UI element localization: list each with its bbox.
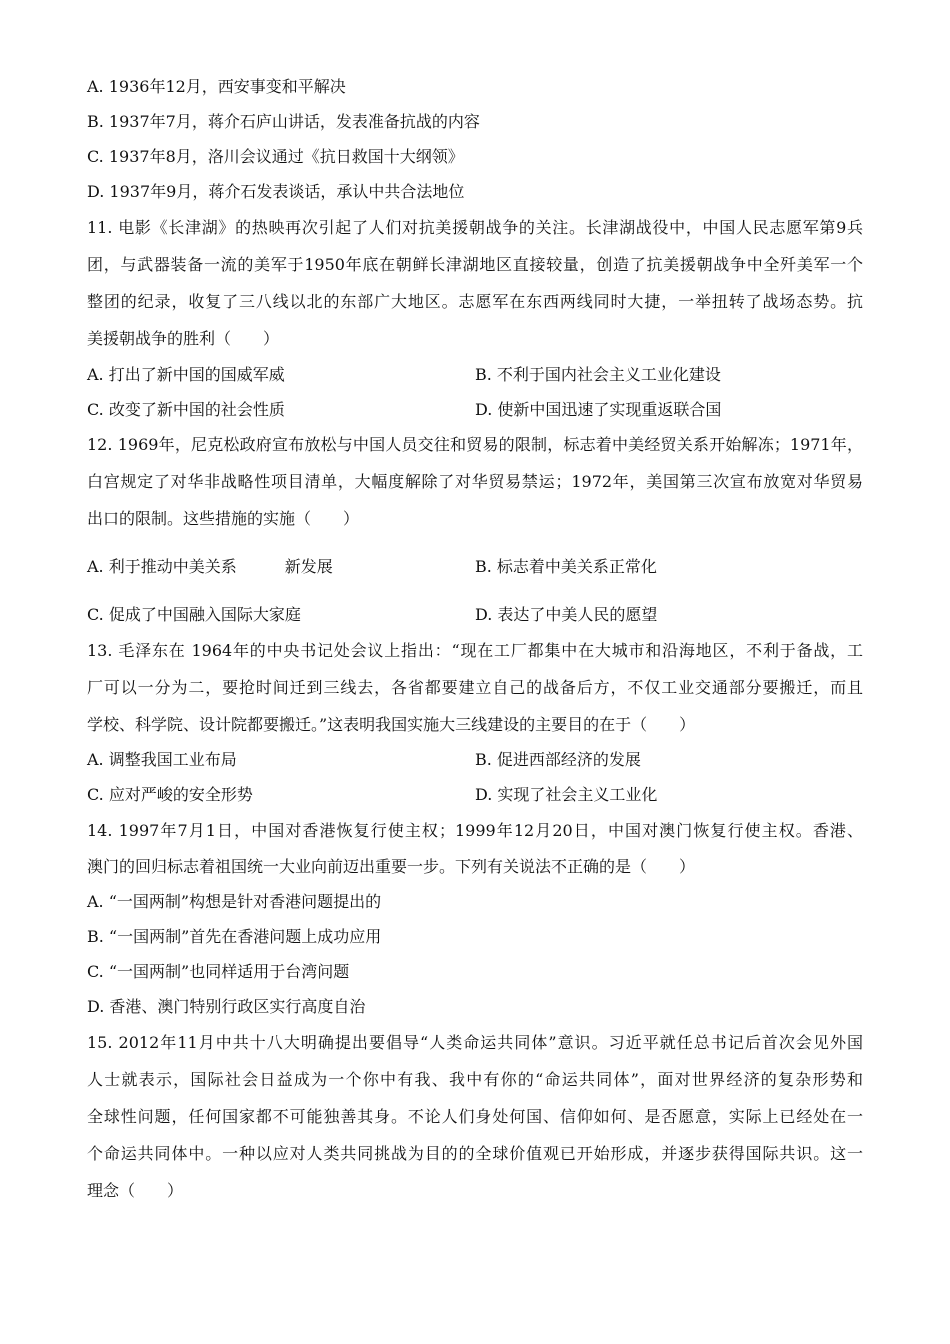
q14-option-b: B. “一国两制”首先在香港问题上成功应用 <box>87 927 382 946</box>
q11-option-d: D. 使新中国迅速了实现重返联合国 <box>475 400 722 419</box>
q11-stem-line: 美援朝战争的胜利（ ） <box>87 329 280 348</box>
q10-option-b: B. 1937年7月，蒋介石庐山讲话，发表准备抗战的内容 <box>87 112 480 131</box>
q11-option-a: A. 打出了新中国的国威军威 <box>87 365 285 384</box>
q15-stem-line: 全球性问题，任何国家都不可能独善其身。不论人们身处何国、信仰如何、是否愿意，实际上已经处在一 <box>87 1107 863 1126</box>
q11-stem-line: 11. 电影《长津湖》的热映再次引起了人们对抗美援朝战争的关注。长津湖战役中，中国人民志愿军第9兵 <box>87 218 863 237</box>
q10-option-d: D. 1937年9月，蒋介石发表谈话，承认中共合法地位 <box>87 182 465 201</box>
q13-option-a: A. 调整我国工业布局 <box>87 750 237 769</box>
q12-option-d: D. 表达了中美人民的愿望 <box>475 605 658 624</box>
q15-stem-line: 个命运共同体中。一种以应对人类共同挑战为目的的全球价值观已开始形成，并逐步获得国际共识。这一 <box>87 1144 863 1163</box>
q15-stem-line: 理念（ ） <box>87 1181 184 1200</box>
q12-option-c: C. 促成了中国融入国际大家庭 <box>87 605 301 624</box>
q14-stem-line: 澳门的回归标志着祖国统一大业向前迈出重要一步。下列有关说法不正确的是（ ） <box>87 857 696 876</box>
q11-option-c: C. 改变了新中国的社会性质 <box>87 400 285 419</box>
q11-option-b: B. 不利于国内社会主义工业化建设 <box>475 365 721 384</box>
q15-stem-line: 人士就表示，国际社会日益成为一个你中有我、我中有你的“命运共同体”，面对世界经济的复杂形势和 <box>87 1070 863 1089</box>
q10-option-a: A. 1936年12月，西安事变和平解决 <box>87 77 346 96</box>
q12-stem-line: 白宫规定了对华非战略性项目清单，大幅度解除了对华贸易禁运；1972年，美国第三次宣布放宽对华贸易 <box>87 472 863 491</box>
q13-stem-line: 学校、科学院、设计院都要搬迁。”这表明我国实施大三线建设的主要目的在于（ ） <box>87 715 696 734</box>
q13-stem-line: 13. 毛泽东在 1964年的中央书记处会议上指出：“现在工厂都集中在大城市和沿海地区，不利于备战，工 <box>87 641 863 660</box>
q12-option-a: A. 利于推动中美关系 新发展 <box>87 557 333 576</box>
q13-stem-line: 厂可以一分为二，要抢时间迁到三线去，各省都要建立自己的战备后方，不仅工业交通部分要搬迁，而且 <box>87 678 863 697</box>
q14-stem-line: 14. 1997年7月1日，中国对香港恢复行使主权；1999年12月20日，中国对澳门恢复行使主权。香港、 <box>87 821 863 840</box>
q10-option-c: C. 1937年8月，洛川会议通过《抗日救国十大纲领》 <box>87 147 464 166</box>
q15-stem-line: 15. 2012年11月中共十八大明确提出要倡导“人类命运共同体”意识。习近平就任总书记后首次会见外国 <box>87 1033 863 1052</box>
q13-option-d: D. 实现了社会主义工业化 <box>475 785 658 804</box>
q13-option-b: B. 促进西部经济的发展 <box>475 750 641 769</box>
q11-stem-line: 整团的纪录，收复了三八线以北的东部广大地区。志愿军在东西两线同时大捷，一举扭转了战场态势。抗 <box>87 292 863 311</box>
q14-option-c: C. “一国两制”也同样适用于台湾问题 <box>87 962 350 981</box>
q12-option-b: B. 标志着中美关系正常化 <box>475 557 657 576</box>
q12-stem-line: 12. 1969年，尼克松政府宣布放松与中国人员交往和贸易的限制，标志着中美经贸关系开始解冻；1971年， <box>87 435 863 454</box>
q14-option-a: A. “一国两制”构想是针对香港问题提出的 <box>87 892 382 911</box>
q14-option-d: D. 香港、澳门特别行政区实行高度自治 <box>87 997 366 1016</box>
q13-option-c: C. 应对严峻的安全形势 <box>87 785 253 804</box>
q12-stem-line: 出口的限制。这些措施的实施（ ） <box>87 509 360 528</box>
q11-stem-line: 团，与武器装备一流的美军于1950年底在朝鲜长津湖地区直接较量，创造了抗美援朝战争中全歼美军一个 <box>87 255 863 274</box>
